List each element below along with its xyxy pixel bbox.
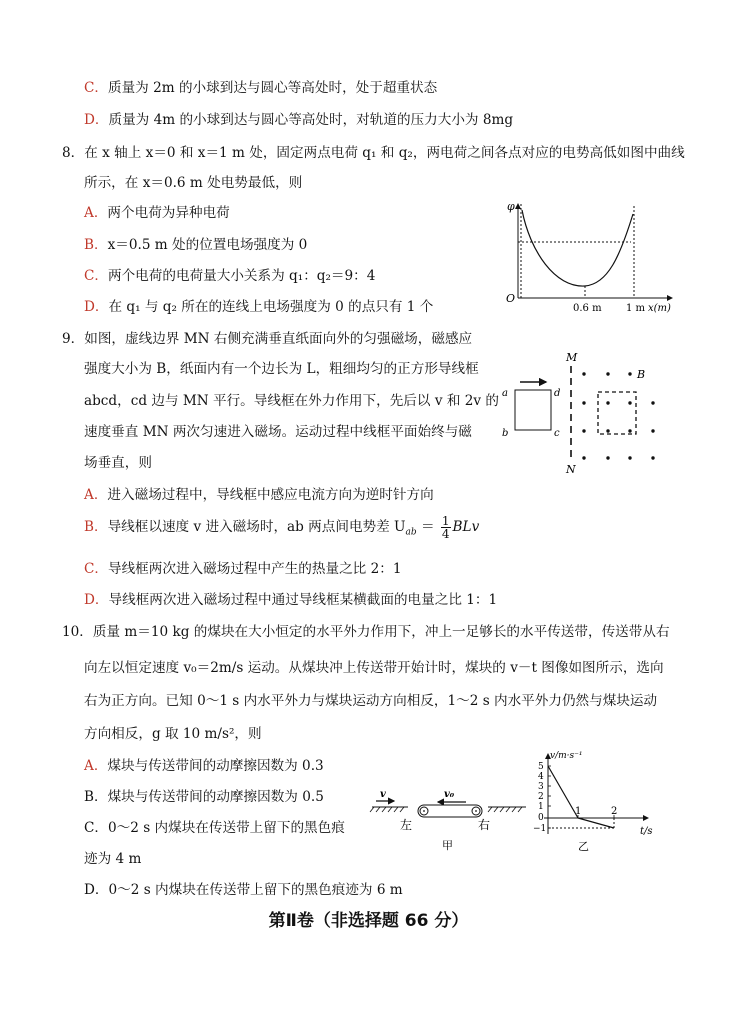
q8-option-b (84, 236, 307, 254)
option-letter: C． (84, 268, 108, 284)
q8-option-c (84, 267, 375, 285)
tick-3: 3 (538, 782, 544, 792)
q9-stem-line1: 9．如图，虚线边界 MN 右侧充满垂直纸面向外的匀强磁场，磁感应 (62, 331, 473, 347)
option-text: 进入磁场过程中，导线框中感应电流方向为逆时针方向 (107, 487, 434, 503)
option-text: x＝0.5 m 处的位置电场强度为 0 (107, 237, 308, 253)
v-label: v (380, 789, 386, 800)
tick-neg1: −1 (533, 824, 547, 834)
q9-field-figure (496, 348, 666, 478)
q10-stem-line2: 向左以恒定速度 v₀＝2m/s 运动。从煤块冲上传送带开始计时，煤块的 v－t 图像如图所示，选向 (84, 660, 664, 676)
option-letter: B． (84, 519, 108, 535)
option-letter: C． (84, 80, 108, 96)
option-text: 质量为 4m 的小球到达与圆心等高处时，对轨道的压力大小为 8mg (108, 112, 514, 128)
q10-vt-figure (530, 748, 680, 856)
field-dots (582, 372, 654, 459)
q8-stem-line2: 所示，在 x＝0.6 m 处电势最低，则 (84, 175, 303, 191)
option-letter: D． (84, 882, 109, 898)
q9-option-d (84, 591, 497, 609)
ground-right-hatch (488, 807, 522, 812)
q9-stem-line5: 场垂直，则 (84, 455, 152, 471)
q7-option-c (84, 79, 437, 97)
tick-06: 0.6 m (573, 303, 602, 314)
numerator: 1 (441, 514, 450, 528)
q10-option-d (84, 881, 403, 899)
option-letter: A． (84, 758, 108, 774)
option-text: 煤块与传送带间的动摩擦因数为 0.3 (107, 758, 324, 774)
label-b: b (502, 428, 509, 439)
q7-option-d (84, 111, 513, 129)
tick-1: 1 (538, 802, 544, 812)
q8-stem-line1: 8．在 x 轴上 x＝0 和 x＝1 m 处，固定两点电荷 q₁ 和 q₂，两电荷之间各点对应的电势高低如图中曲线 (62, 145, 685, 161)
phi-label: φ (507, 200, 515, 213)
option-text: 质量为 2m 的小球到达与圆心等高处时，处于超重状态 (108, 80, 438, 96)
label-d: d (554, 388, 561, 399)
equals: ＝ (416, 519, 439, 535)
option-letter: D． (84, 112, 109, 128)
q9-stem-line2: 强度大小为 B，纸面内有一个边长为 L，粗细均匀的正方形导线框 (84, 361, 479, 377)
vt-segment-2 (578, 818, 614, 828)
option-letter: A． (84, 205, 108, 221)
q9-stem-line3: abcd，cd 边与 MN 平行。导线框在外力作用下，先后以 v 和 2v 的 (84, 393, 499, 409)
option-letter: B． (84, 237, 108, 253)
ground-left-hatch (370, 807, 404, 812)
q10-stem-line4: 方向相反，g 取 10 m/s²，则 (84, 726, 262, 742)
option-text: 0～2 s 内煤块在传送带上留下的黑色痕 (108, 820, 345, 836)
q10-option-b (84, 788, 324, 806)
q10-option-a (84, 757, 324, 775)
q9-option-b (84, 513, 479, 547)
x-label: x(m) (648, 303, 671, 314)
q10-belt-figure (366, 785, 532, 853)
label-a: a (502, 388, 508, 399)
option-text: 导线框两次进入磁场过程中通过导线框某横截面的电量之比 1：1 (108, 592, 498, 608)
blv: BLv (452, 519, 480, 535)
tick-5: 5 (538, 762, 544, 772)
vt-y-ticks (533, 762, 546, 834)
x-tick-2: 2 (611, 806, 618, 817)
section-title: 第Ⅱ卷（非选择题 66 分） (268, 911, 469, 931)
option-letter: D． (84, 592, 109, 608)
v0-label: v₀ (444, 789, 455, 800)
q8-potential-figure (500, 196, 686, 318)
option-letter: D． (84, 299, 109, 315)
q9-option-a (84, 486, 434, 504)
label-B: B (637, 368, 646, 381)
label-M: M (566, 351, 578, 364)
origin-label: O (506, 292, 516, 305)
option-text: 两个电荷为异种电荷 (107, 205, 230, 221)
option-text: 0～2 s 内煤块在传送带上留下的黑色痕迹为 6 m (108, 882, 403, 898)
vt-x-label: t/s (640, 826, 653, 837)
tick-4: 4 (538, 772, 544, 782)
left-label: 左 (400, 818, 413, 832)
option-text: 导线框两次进入磁场过程中产生的热量之比 2：1 (108, 561, 402, 577)
q10-stem-line3: 右为正方向。已知 0～1 s 内水平外力与煤块运动方向相反，1～2 s 内水平外力仍然与煤块运动 (84, 693, 658, 709)
q10-stem-line1: 10．质量 m＝10 kg 的煤块在大小恒定的水平外力作用下，冲上一足够长的水平传送带，传送带从右 (62, 624, 670, 640)
option-text: 导线框以速度 v 进入磁场时，ab 两点间电势差 U (107, 519, 406, 535)
option-letter: B． (84, 789, 108, 805)
option-letter: A． (84, 487, 108, 503)
q9-option-c (84, 560, 402, 578)
potential-curve (522, 210, 633, 286)
fraction-one-quarter (441, 515, 451, 540)
tick-1: 1 m (626, 303, 646, 314)
x-tick-1: 1 (575, 806, 582, 817)
caption-yi: 乙 (578, 840, 589, 853)
option-text: 煤块与传送带间的动摩擦因数为 0.5 (107, 789, 324, 805)
option-letter: C． (84, 820, 108, 836)
denominator: 4 (441, 527, 450, 541)
label-c: c (554, 428, 560, 439)
q8-option-a (84, 204, 230, 222)
wire-frame (515, 390, 551, 430)
q10-option-c (84, 819, 345, 837)
frame-in-field (598, 392, 636, 434)
right-label: 右 (478, 818, 491, 832)
q8-option-d (84, 298, 433, 316)
q9-stem-line4: 速度垂直 MN 两次匀速进入磁场。运动过程中线框平面始终与磁 (84, 424, 472, 440)
caption-jia: 甲 (442, 839, 453, 852)
option-text: 在 q₁ 与 q₂ 所在的连线上电场强度为 0 的点只有 1 个 (108, 299, 434, 315)
q10-option-c-cont: 迹为 4 m (84, 851, 142, 867)
vt-y-label: v/m·s⁻¹ (550, 751, 583, 761)
label-N: N (566, 463, 576, 476)
tick-2: 2 (538, 792, 544, 802)
option-text: 两个电荷的电荷量大小关系为 q₁：q₂＝9：4 (108, 268, 376, 284)
subscript-ab: ab (405, 527, 417, 538)
option-letter: C． (84, 561, 108, 577)
vt-segment-1 (548, 766, 578, 818)
tick-0: 0 (538, 813, 544, 823)
